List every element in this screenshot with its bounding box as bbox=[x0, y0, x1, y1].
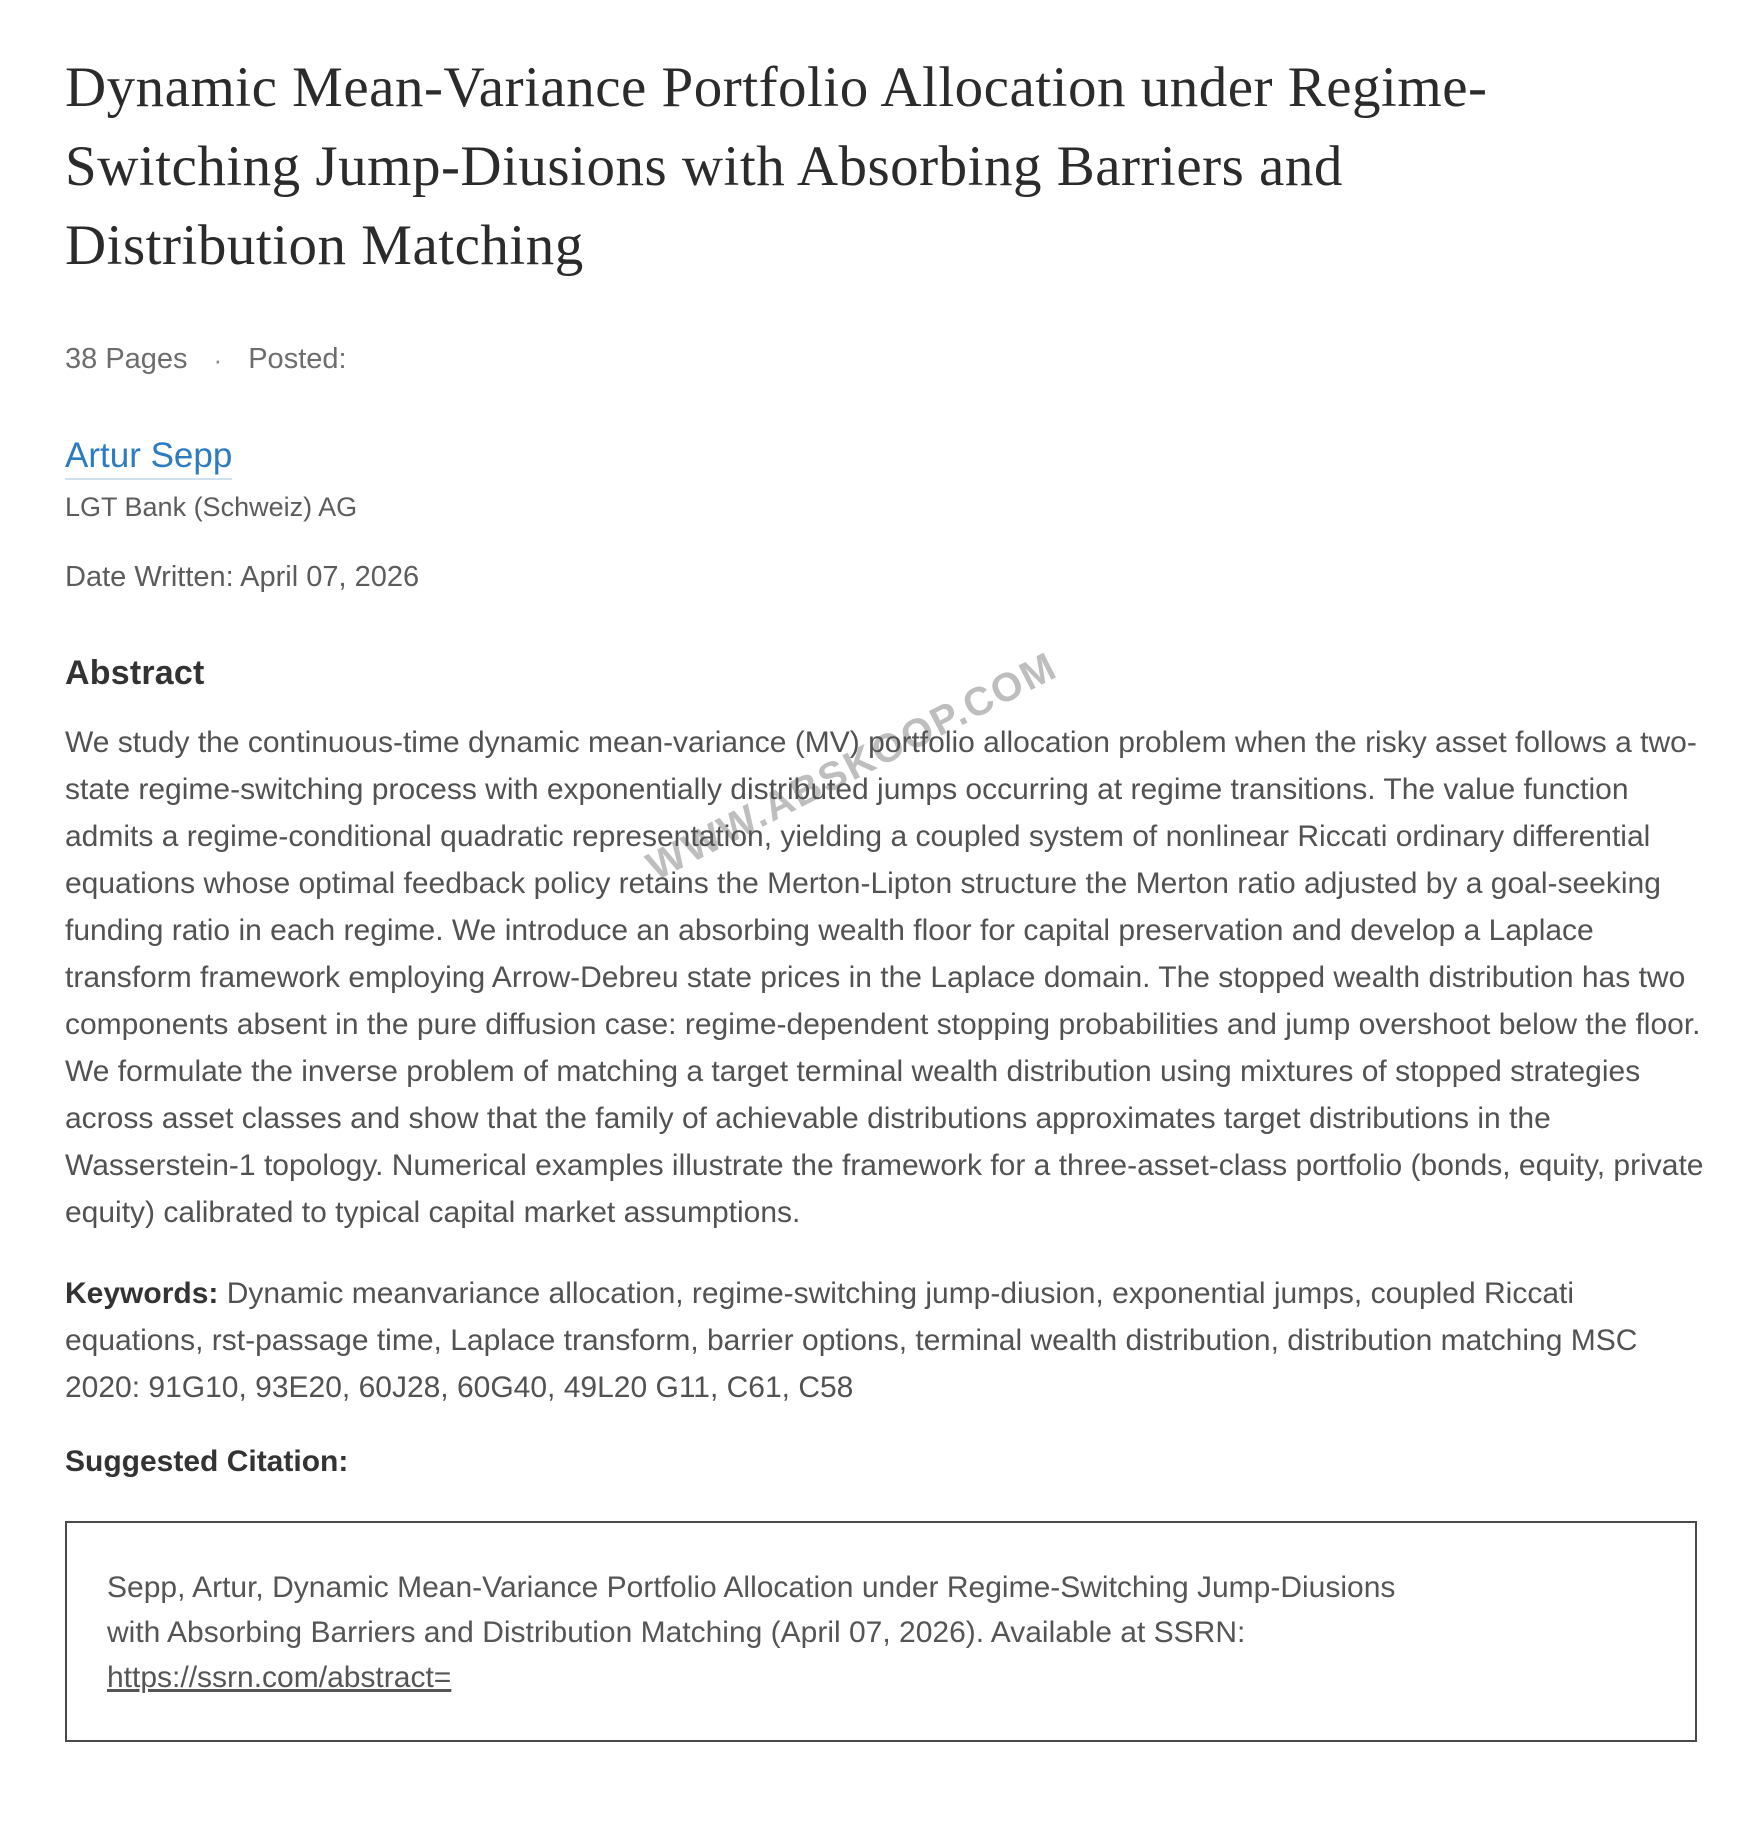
page-title: Dynamic Mean-Variance Portfolio Allocation under Regime-Switching Jump-Diusions with Absorbing Barriers and Distribution Matching bbox=[65, 56, 1488, 277]
posted-label: Posted: bbox=[248, 343, 347, 375]
citation-box bbox=[65, 1521, 1697, 1742]
suggested-citation-label: Suggested Citation: bbox=[65, 1444, 349, 1478]
citation-text bbox=[107, 1565, 1427, 1700]
date-written: Date Written: April 07, 2026 bbox=[65, 560, 420, 593]
paper-meta-row bbox=[65, 343, 1704, 376]
keywords-label: Keywords: bbox=[65, 1276, 219, 1310]
citation-body: Sepp, Artur, Dynamic Mean-Variance Portfolio Allocation under Regime-Switching Jump-Diusions with Absorbing Barriers and Distribution Matching (April 07, 2026). Available at SSRN: bbox=[107, 1570, 1396, 1649]
abstract-text: We study the continuous-time dynamic mean-variance (MV) portfolio allocation problem when the risky asset follows a two-state regime-switching process with exponentially distributed jumps occurring at regime transitions. The value function admits a regime-conditional quadratic representation, yielding a coupled system of nonlinear Riccati ordinary differential equations whose optimal feedback policy retains the Merton-Lipton structure the Merton ratio adjusted by a goal-seeking funding ratio in each regime. We introduce an absorbing wealth floor for capital preservation and develop a Laplace transform framework employing Arrow-Debreu state prices in the Laplace domain. The stopped wealth distribution has two components absent in the pure diffusion case: regime-dependent stopping probabilities and jump overshoot below the floor. We formulate the inverse problem of matching a target terminal wealth distribution using mixtures of stopped strategies across asset classes and show that the family of achievable distributions approximates target distributions in the Wasserstein-1 topology. Numerical examples illustrate the framework for a three-asset-class portfolio (bonds, equity, private equity) calibrated to typical capital market assumptions. bbox=[65, 725, 1704, 1229]
author-affiliation: LGT Bank (Schweiz) AG bbox=[65, 491, 358, 522]
dot-separator: · bbox=[213, 344, 223, 375]
keywords-paragraph bbox=[65, 1270, 1704, 1411]
author-link[interactable]: Artur Sepp bbox=[65, 434, 232, 480]
page-count: 38 Pages bbox=[65, 343, 188, 375]
author-block bbox=[65, 376, 1704, 523]
keywords-text: Dynamic meanvariance allocation, regime-switching jump-diusion, exponential jumps, coupled Riccati equations, rst-passage time, Laplace transform, barrier options, terminal wealth distribution, distribution matching MSC 2020: 91G10, 93E20, 60J28, 60G40, 49L20 G11, C61, C58 bbox=[65, 1276, 1638, 1404]
abstract-heading: Abstract bbox=[65, 653, 205, 692]
citation-url-link[interactable]: https://ssrn.com/abstract= bbox=[107, 1660, 452, 1694]
site-watermark: WWW.ABSKOOP.COM bbox=[640, 644, 1065, 890]
